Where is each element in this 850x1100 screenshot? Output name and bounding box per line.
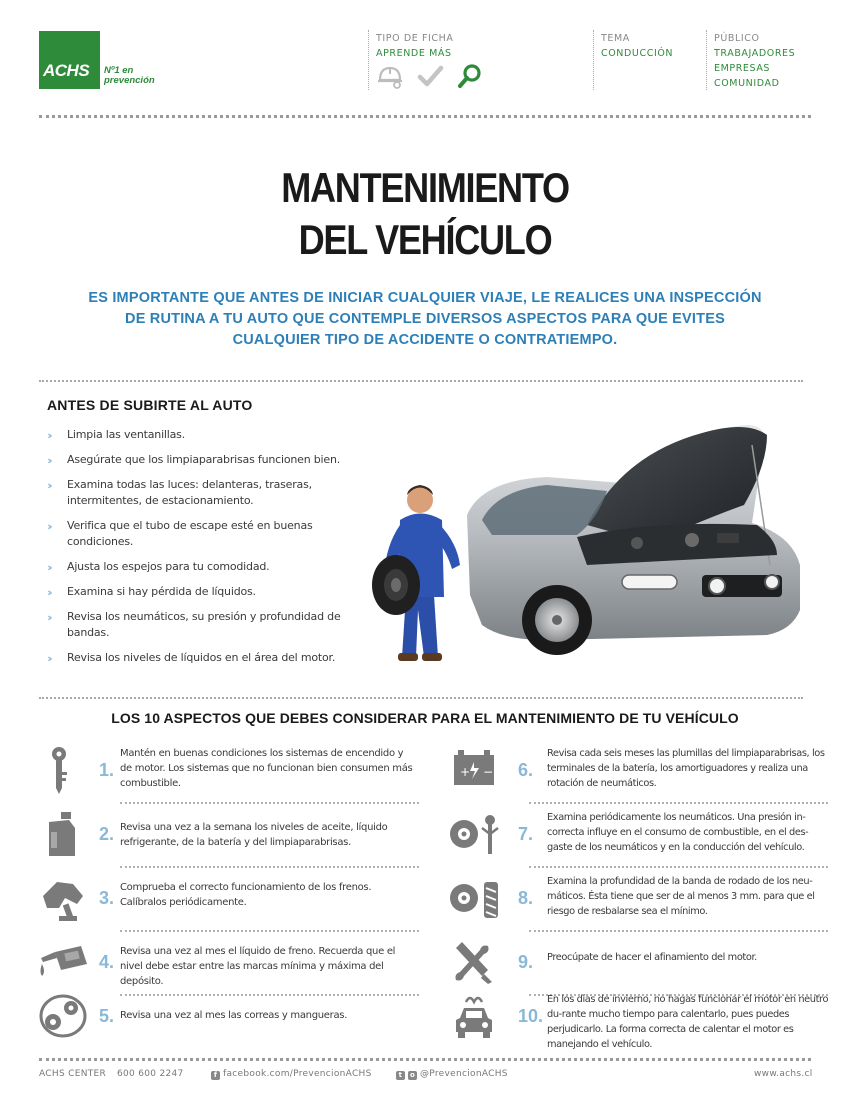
checklist-item [47,452,357,468]
page-title [60,162,791,266]
logo-tagline: Nº1 en prevención [104,65,155,86]
checklist-item [47,518,357,550]
publico-label: PÚBLICO [714,33,760,44]
aspect-item-2 [39,810,419,868]
checklist-item [47,427,357,443]
tipo-ficha-value: APRENDE MÁS [376,48,452,59]
tire-pressure-icon [448,810,500,860]
checklist-text: Revisa los niveles de líquidos en el área del motor. [67,651,336,664]
aspect-separator [120,802,419,804]
aspect-text: Mantén en buenas condiciones los sistemas de encendido y de motor. Los sistemas que no funcionan bien consumen más combustible. [120,748,413,789]
aspect-separator [529,802,828,804]
aspect-text: En los días de invierno, no hagas funcionar el motor en neutro du-rante mucho tiempo para calentarlo, pues puedes perjudicarlo. La forma correcta de calentar el motor es manejando el vehículo. [547,994,829,1050]
aspect-separator [529,930,828,932]
publico-value: COMUNIDAD [714,78,780,89]
publico-block [714,31,795,91]
aspect-separator [529,866,828,868]
section1-title: ANTES DE SUBIRTE AL AUTO [47,397,253,413]
footer-website[interactable]: www.achs.cl [754,1069,813,1079]
aspect-number: 2. [99,824,115,844]
tire-tread-icon [448,874,500,924]
tema-value: CONDUCCIÓN [601,48,674,59]
tipo-ficha-block [376,31,454,61]
footer-phone: 600 600 2247 [117,1069,184,1079]
aspect-item-9 [448,938,828,996]
checklist-text: Asegúrate que los limpiaparabrisas funcionen bien. [67,453,341,466]
checklist-item [47,477,357,509]
aspect-number: 7. [518,824,534,844]
aspect-item-10 [448,992,829,1050]
instagram-icon: o [409,1071,416,1079]
chevron-right-icon: ›› [47,586,50,599]
key-icon [39,746,91,796]
aspect-item-8 [448,874,828,932]
checklist-text: Examina si hay pérdida de líquidos. [67,585,256,598]
checklist-text: Verifica que el tubo de escape esté en buenas condiciones. [67,519,313,548]
aspect-number: 4. [99,952,115,972]
svg-text:−: − [483,765,494,779]
checklist [47,427,357,675]
tema-block [601,31,673,61]
publico-value: TRABAJADORES [714,48,796,59]
tipo-ficha-label: TIPO DE FICHA [376,33,454,44]
aspect-text: Revisa una vez al mes el líquido de freno. Recuerda que el nivel debe estar entre las marcas mínima y máxima del depósito. [120,946,396,987]
chevron-right-icon: ›› [47,611,50,624]
aspect-item-5 [39,992,419,1040]
aspect-number: 8. [518,888,534,908]
aspect-number: 5. [99,1006,115,1026]
achs-logo [39,31,100,89]
aspect-text: Comprueba el correcto funcionamiento de los frenos. Calíbralos periódicamente. [120,882,372,908]
twitter-icon: t [396,1071,405,1080]
magnifier-icon [456,62,484,90]
battery-icon [448,746,500,796]
aspect-item-3 [39,874,419,932]
section-divider [39,697,803,699]
section2-title: LOS 10 ASPECTOS QUE DEBES CONSIDERAR PARA EL MANTENIMIENTO DE TU VEHÍCULO [111,710,739,726]
oil-can-icon [39,810,91,860]
header-divider [368,30,369,90]
logo-text: ACHS [43,61,90,80]
footer-social[interactable] [396,1069,508,1080]
checkmark-icon [416,62,444,90]
helmet-icon [376,62,404,90]
checklist-text: Examina todas las luces: delanteras, traseras, intermitentes, de estacionamiento. [67,478,312,507]
svg-text:+: + [460,765,471,779]
mechanic-car-illustration [372,425,802,690]
intro-text: ES IMPORTANTE QUE ANTES DE INICIAR CUALQUIER VIAJE, LE REALICES UNA INSPECCIÓN DE RUTINA A TU AUTO QUE CONTEMPLE DIVERSOS ASPECTOS PARA QUE EVITES CUALQUIER TIPO DE ACCIDENTE O CONTRATIEMPO. [88,290,762,348]
publico-value: EMPRESAS [714,63,771,74]
checklist-item [47,584,357,600]
aspect-text: Examina la profundidad de la banda de rodado de los neu-máticos. Ésta tiene que ser de al menos 3 mm. para que el riesgo de resbalarse sea el mínimo. [547,876,815,917]
aspect-item-1 [39,746,419,804]
aspect-number: 9. [518,952,534,972]
footer-facebook-text: facebook.com/PrevencionACHS [223,1069,372,1079]
aspect-text: Preocúpate de hacer el afinamiento del motor. [547,952,757,963]
footer-twitter-text: @PrevencionACHS [420,1069,508,1079]
header-divider [593,30,594,90]
checklist-text: Revisa los neumáticos, su presión y profundidad de bandas. [67,610,341,639]
checklist-item [47,559,357,575]
aspect-separator [120,930,419,932]
footer-facebook[interactable] [211,1069,372,1080]
title-line: MANTENIMIENTO [281,164,569,211]
aspect-number: 6. [518,760,534,780]
chevron-right-icon: ›› [47,520,50,533]
oil-pour-icon [39,938,91,988]
checklist-item [47,650,357,666]
aspect-number: 3. [99,888,115,908]
tools-icon [448,938,500,988]
title-line: DEL VEHÍCULO [298,216,552,263]
checklist-text: Limpia las ventanillas. [67,428,186,441]
tema-label: TEMA [601,33,630,44]
chevron-right-icon: ›› [47,652,50,665]
aspect-item-6 [448,746,828,804]
aspect-number: 10. [518,1006,544,1026]
header-divider [706,30,707,90]
aspect-item-4 [39,938,419,996]
aspect-separator [120,866,419,868]
aspect-text: Examina periódicamente los neumáticos. Una presión in-correcta influye en el consumo de combustible, en el des-gaste de los neumáticos y en la conducción del vehículo. [547,812,809,853]
chevron-right-icon: ›› [47,479,50,492]
aspect-text: Revisa una vez a la semana los niveles de aceite, líquido refrigerante, de la batería y del limpiaparabrisas. [120,822,388,848]
chevron-right-icon: ›› [47,561,50,574]
aspect-item-7 [448,810,828,868]
tipo-ficha-icons [376,62,484,90]
checklist-text: Ajusta los espejos para tu comodidad. [67,560,270,573]
aspect-number: 1. [99,760,115,780]
car-heat-icon [448,992,500,1042]
brake-pedal-icon [39,874,91,924]
checklist-item [47,609,357,641]
header-divider-line [39,115,811,118]
chevron-right-icon: ›› [47,454,50,467]
chevron-right-icon: ›› [47,429,50,442]
belt-gear-icon [39,992,91,1042]
footer-divider [39,1058,811,1061]
footer-center: ACHS CENTER [39,1069,107,1079]
aspect-text: Revisa cada seis meses las plumillas del limpiaparabrisas, los terminales de la batería, los amortiguadores y realiza una rotación de neumáticos. [547,748,825,789]
aspect-text: Revisa una vez al mes las correas y mangueras. [120,1010,348,1021]
facebook-icon: f [211,1071,220,1080]
section-divider [39,380,803,382]
